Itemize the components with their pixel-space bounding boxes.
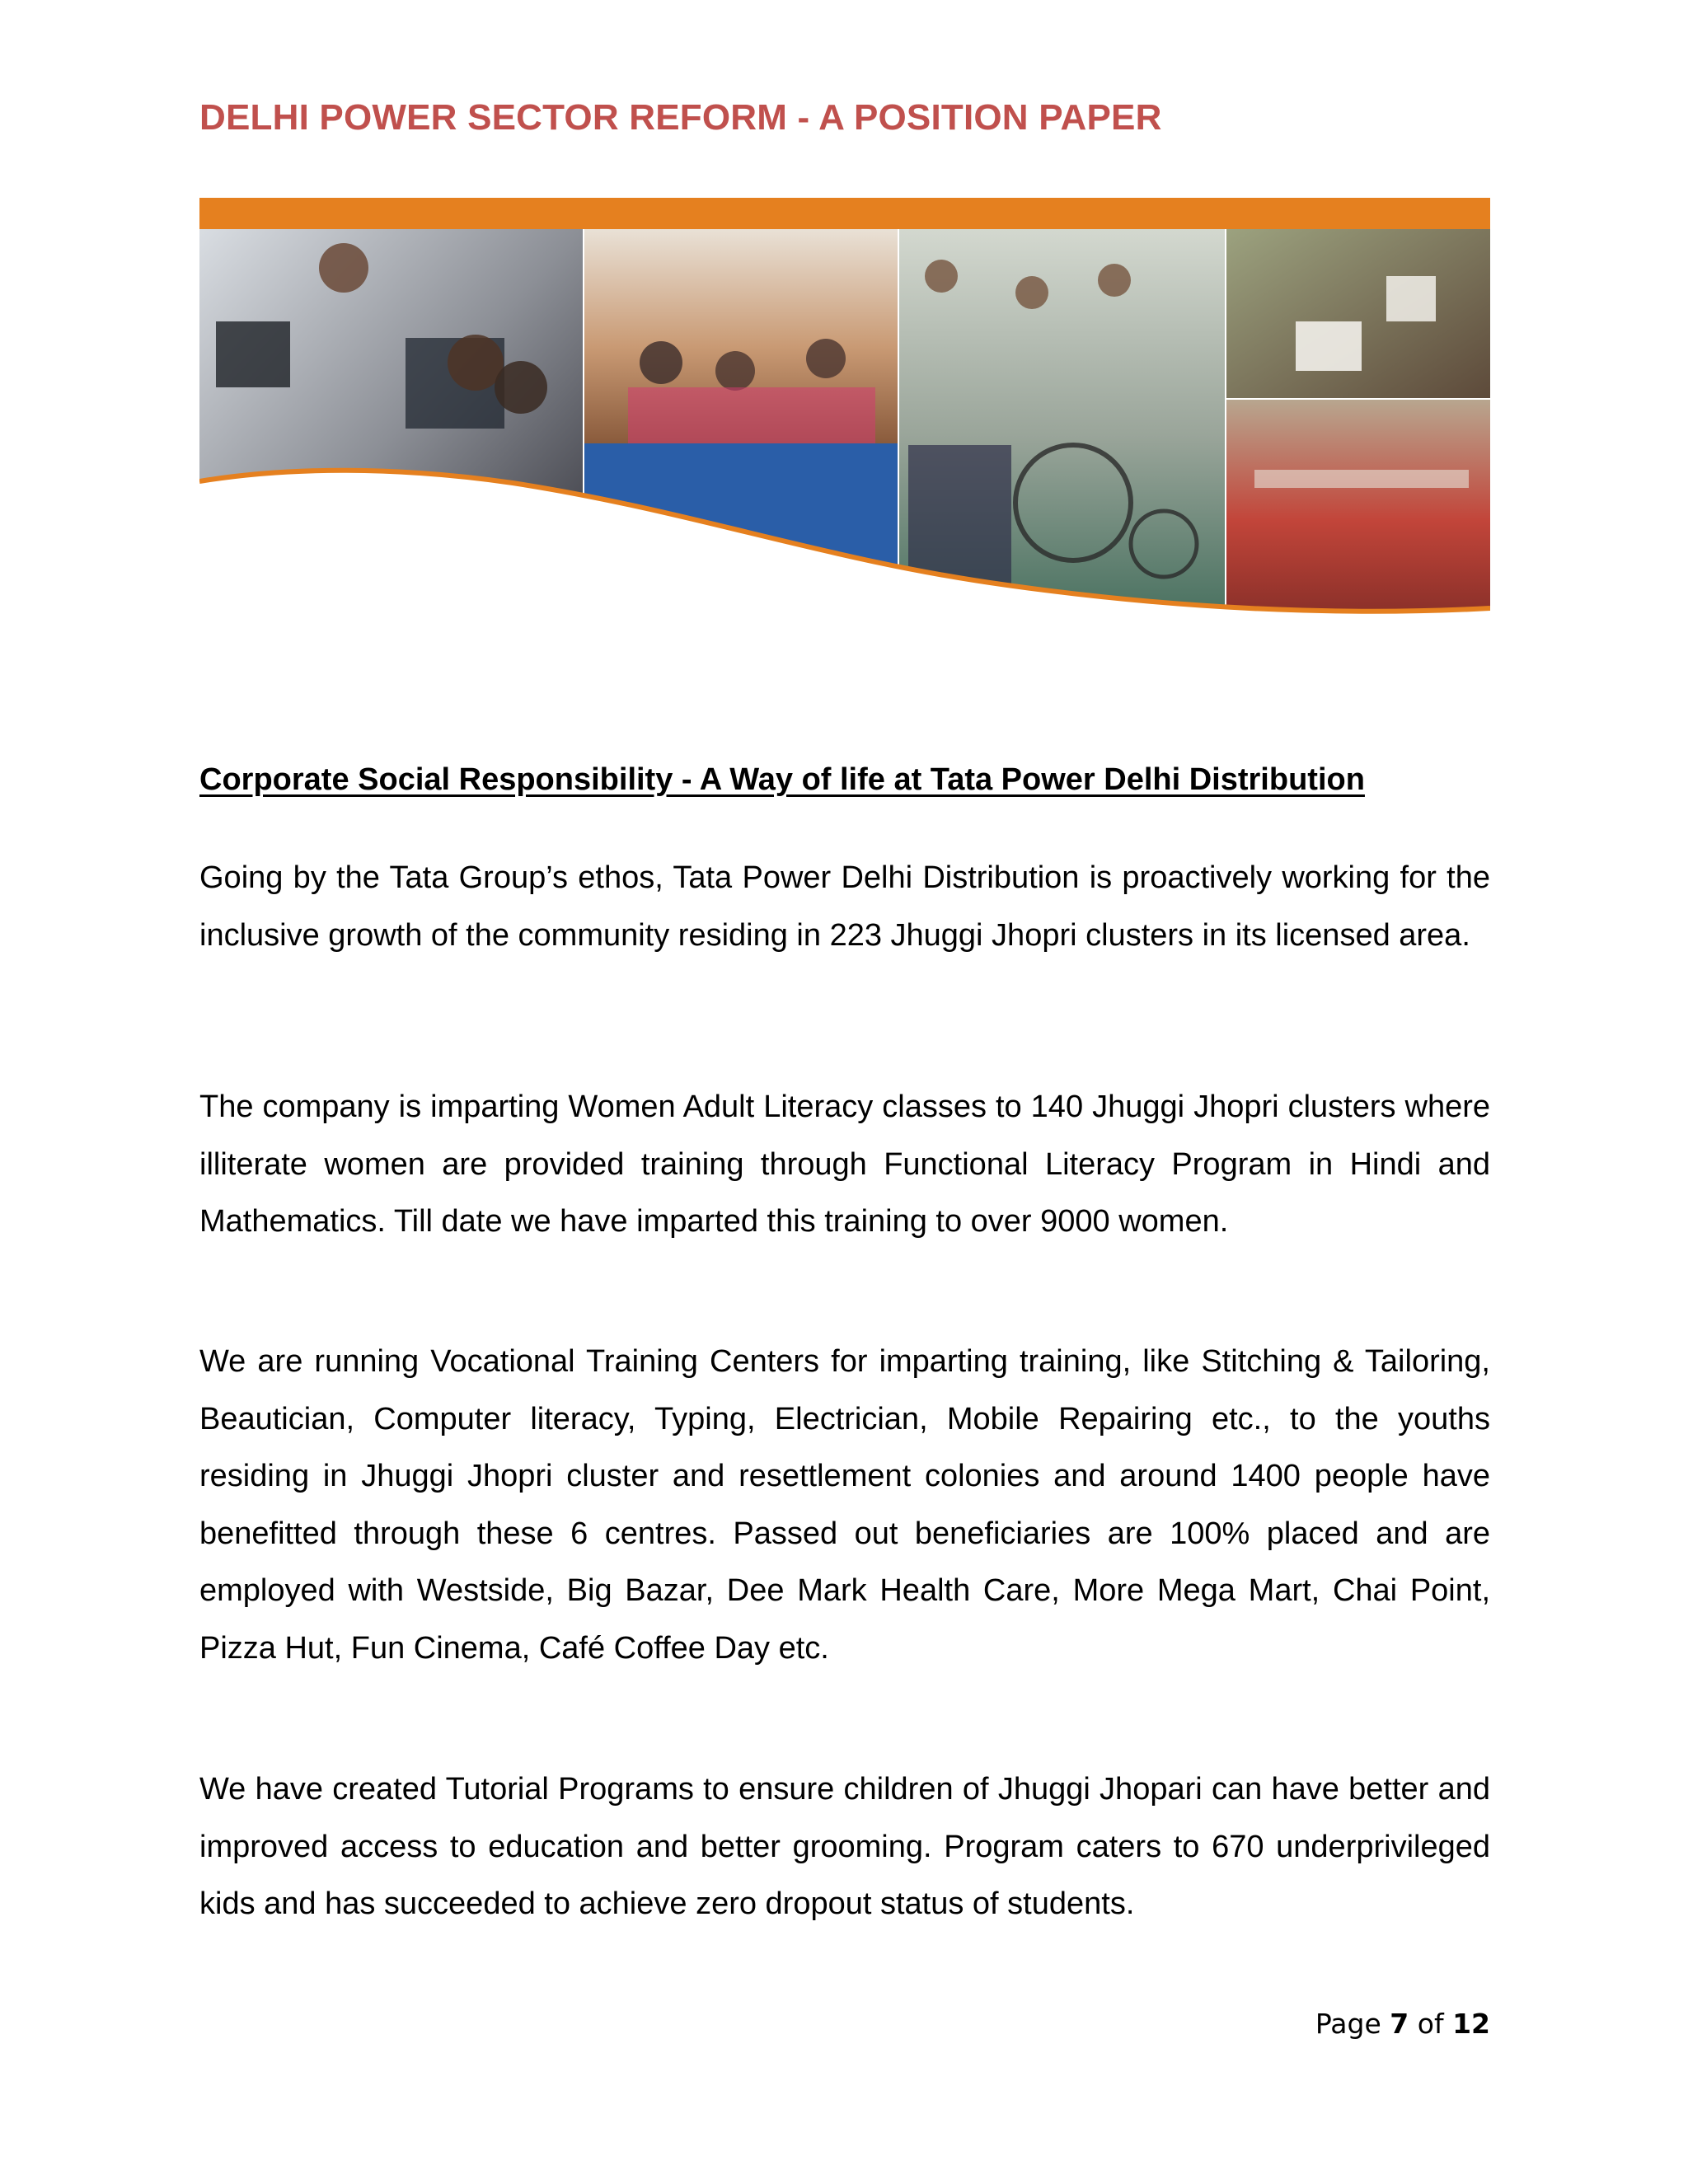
page-label: Page (1315, 2008, 1381, 2040)
banner-blue-panel (584, 443, 898, 626)
banner-orange-stripe (199, 198, 1490, 229)
current-page-number: 7 (1390, 2008, 1409, 2040)
computer-class-photo (199, 229, 583, 626)
document-header-title: DELHI POWER SECTOR REFORM - A POSITION PAPER (199, 97, 1162, 138)
page-number-footer (1315, 2008, 1490, 2040)
article-paragraph: We have created Tutorial Programs to ensure children of Jhuggi Jhopari can have better and improved access to education and better grooming. Program caters to 670 underprivileged kids and has succeeded to achieve zero dropout status of students. (199, 1772, 1490, 1921)
students-group-photo (1226, 400, 1490, 626)
total-page-number: 12 (1452, 2008, 1490, 2040)
page-of-label: of (1417, 2008, 1444, 2040)
article-paragraph: Going by the Tata Group’s ethos, Tata Power Delhi Distribution is proactively working for the inclusive growth of the community residing in 223 Jhuggi Jhopri clusters in its licensed area. (199, 860, 1490, 953)
article-paragraph: We are running Vocational Training Centers for imparting training, like Stitching & Tailoring, Beautician, Computer literacy, Typing, Electrician, Mobile Repairing etc., to the youths residing in Jhuggi Jhopri cluster and resettlement colonies and around 1400 people have benefitted through these 6 centres. Passed out beneficiaries are 100% placed and are employed with Westside, Big Bazar, Dee Mark Health Care, More Mega Mart, Chai Point, Pizza Hut, Fun Cinema, Café Coffee Day etc. (199, 1344, 1490, 1666)
children-with-books-photo (1226, 229, 1490, 398)
article-title: Corporate Social Responsibility - A Way of life at Tata Power Delhi Distribution (199, 762, 1365, 797)
article-paragraph: The company is imparting Women Adult Literacy classes to 140 Jhuggi Jhopri clusters where illiterate women are provided training through Functional Literacy Program in Hindi and Mathematics. Till date we have imparted this training to over 9000 women. (199, 1090, 1490, 1239)
csr-photo-banner (199, 198, 1490, 626)
